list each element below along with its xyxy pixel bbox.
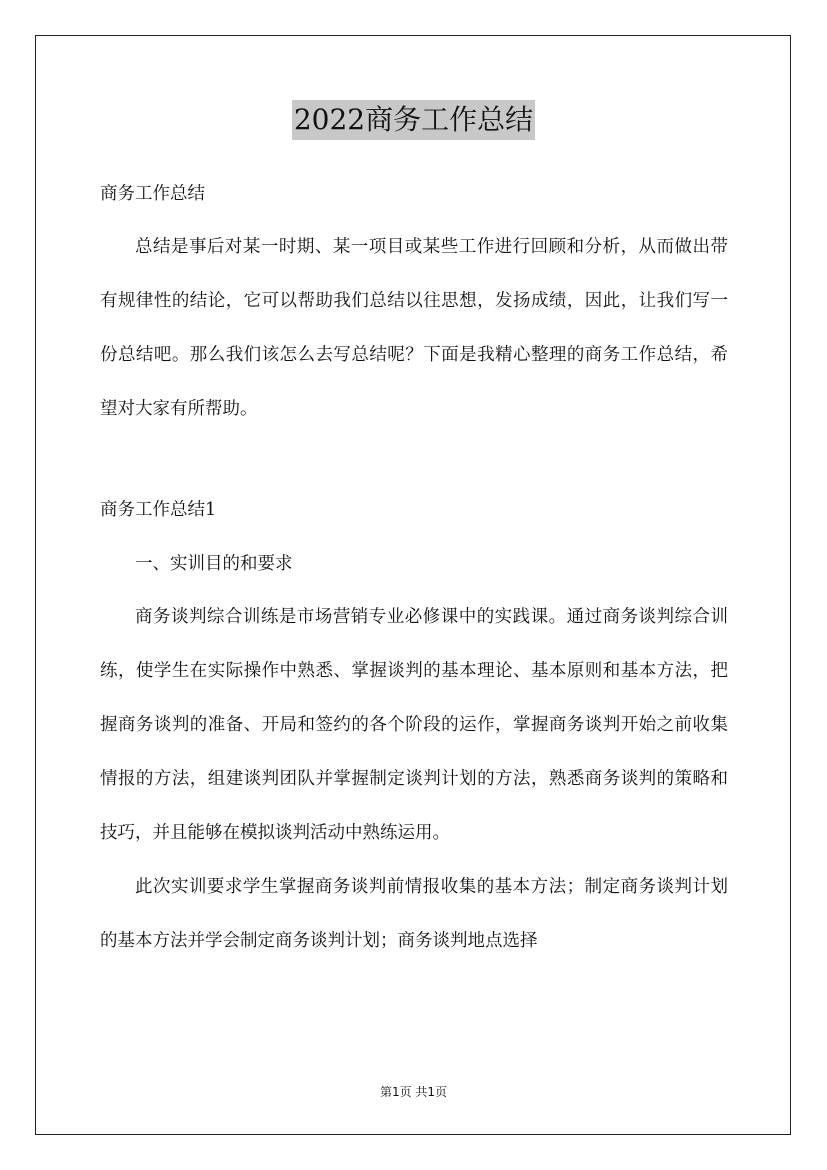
page-footer: 第1页 共1页 <box>379 1085 448 1099</box>
document-body <box>100 176 728 968</box>
paragraph-1[interactable]: 商务谈判综合训练是市场营销专业必修课中的实践课。通过商务谈判综合训练，使学生在实际操作中熟悉、掌握谈判的基本理论、基本原则和基本方法，把握商务谈判的准备、开局和签约的各个阶段的运作，掌握商务谈判开始之前收集情报的方法，组建谈判团队并掌握制定谈判计划的方法，熟悉商务谈判的策略和技巧，并且能够在模拟谈判活动中熟练运用。 <box>100 607 728 843</box>
document-title[interactable]: 2022商务工作总结 <box>292 100 535 140</box>
intro-paragraph[interactable]: 总结是事后对某一时期、某一项目或某些工作进行回顾和分析，从而做出带有规律性的结论，它可以帮助我们总结以往思想，发扬成绩，因此，让我们写一份总结吧。那么我们该怎么去写总结呢？下面是我精心整理的商务工作总结，希望对大家有所帮助。 <box>100 237 728 419</box>
spacer <box>100 582 728 590</box>
title-area <box>0 100 827 140</box>
part-heading[interactable]: 商务工作总结1 <box>100 500 217 520</box>
spacer <box>100 436 728 492</box>
spacer <box>100 528 728 546</box>
section-heading[interactable]: 商务工作总结 <box>100 184 205 204</box>
paragraph-2[interactable]: 此次实训要求学生掌握商务谈判前情报收集的基本方法；制定商务谈判计划的基本方法并学会制定商务谈判计划；商务谈判地点选择 <box>100 877 728 951</box>
spacer <box>100 212 728 220</box>
subheading[interactable]: 一、实训目的和要求 <box>135 554 293 574</box>
